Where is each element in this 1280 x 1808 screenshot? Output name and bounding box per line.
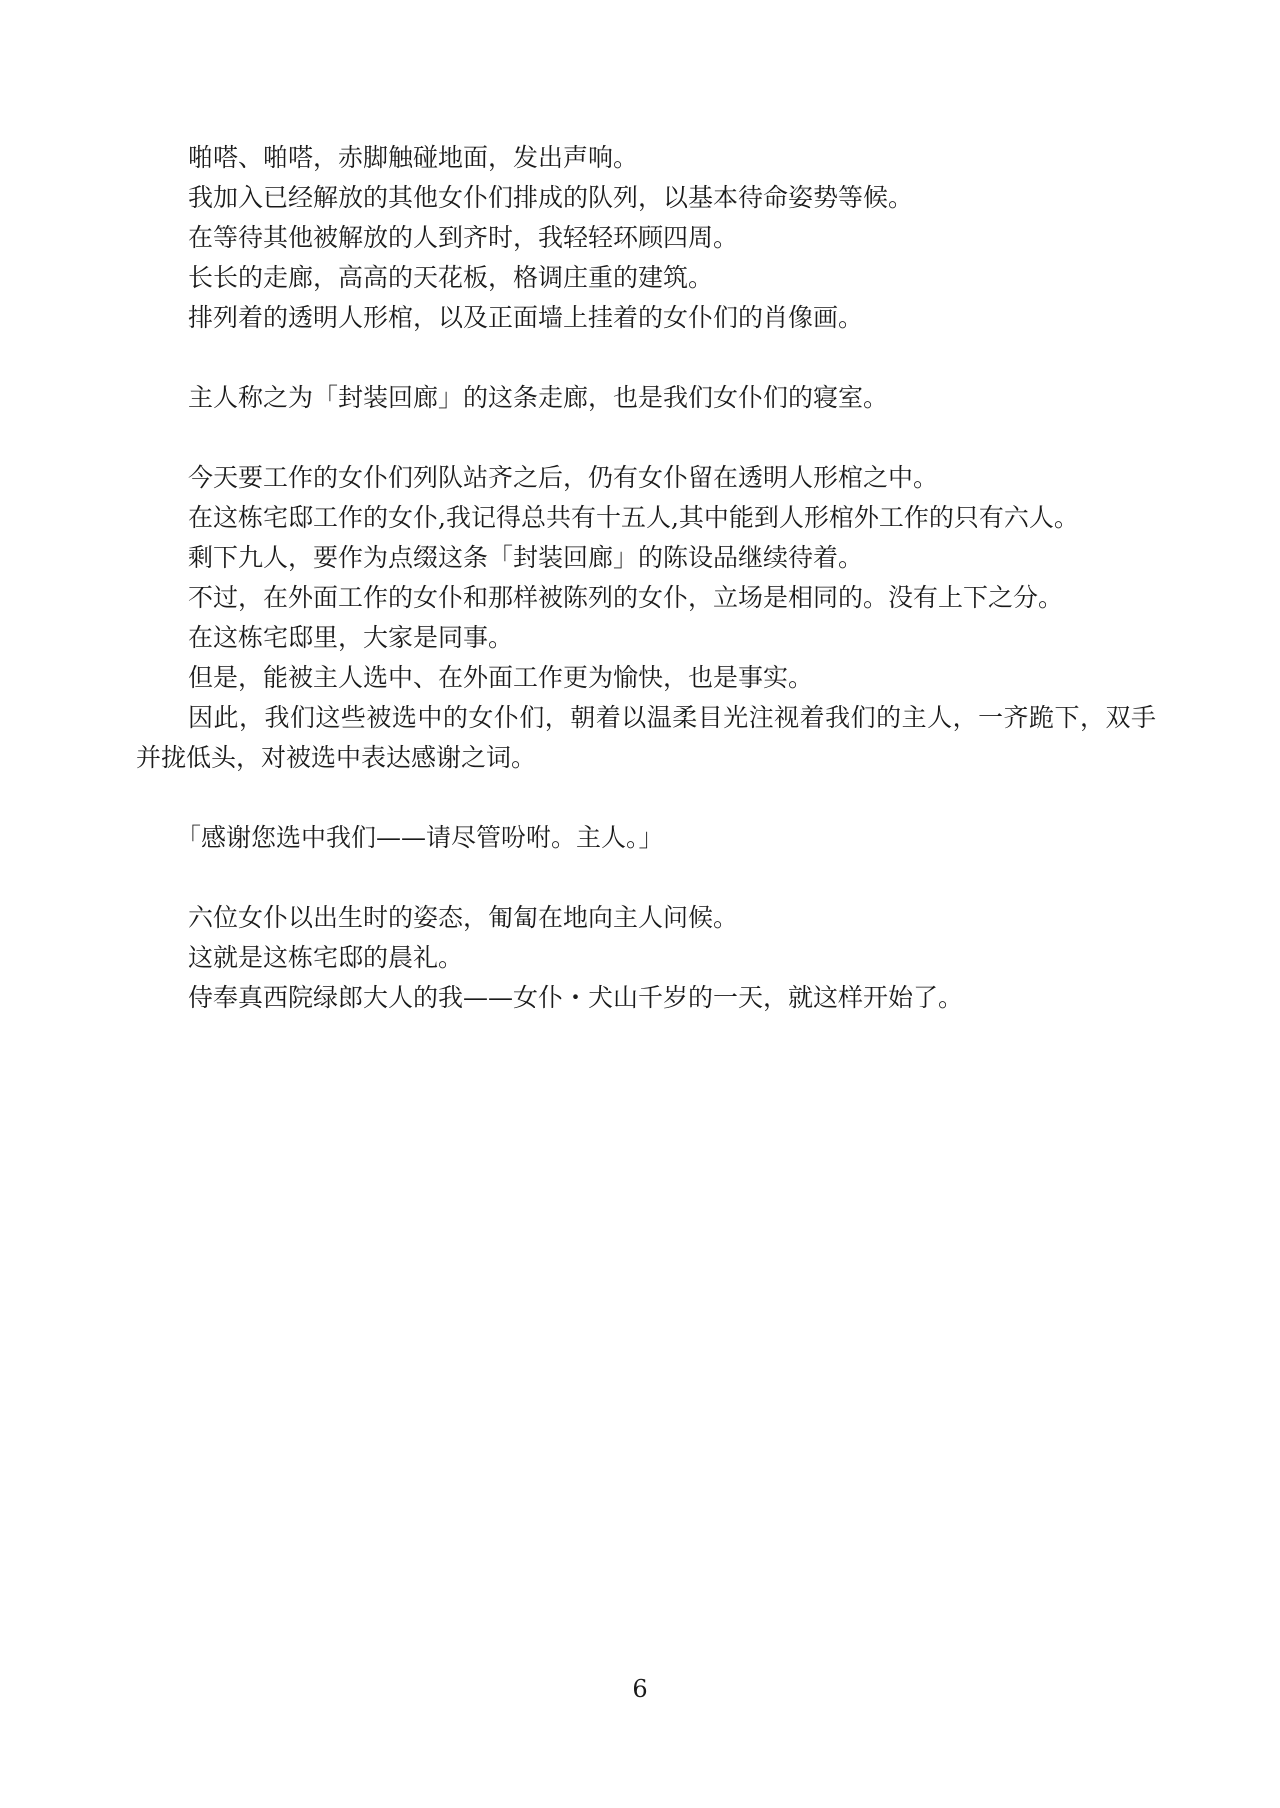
paragraph: 在这栋宅邸工作的女仆,我记得总共有十五人,其中能到人形棺外工作的只有六人。 — [188, 503, 1079, 532]
paragraph: 排列着的透明人形棺，以及正面墙上挂着的女仆们的肖像画。 — [188, 303, 864, 332]
paragraph: 在等待其他被解放的人到齐时，我轻轻环顾四周。 — [188, 223, 739, 252]
dialogue-line: 「感谢您选中我们——请尽管吩咐。主人。」 — [176, 823, 664, 852]
paragraph: 但是，能被主人选中、在外面工作更为愉快，也是事实。 — [188, 663, 814, 692]
paragraph: 侍奉真西院绿郎大人的我——女仆・犬山千岁的一天，就这样开始了。 — [188, 983, 964, 1012]
paragraph: 在这栋宅邸里，大家是同事。 — [188, 623, 514, 652]
paragraph: 啪嗒、啪嗒，赤脚触碰地面，发出声响。 — [188, 143, 639, 172]
paragraph-gap — [136, 338, 1156, 378]
paragraph: 这就是这栋宅邸的晨礼。 — [188, 943, 464, 972]
paragraph-gap — [136, 778, 1156, 818]
page-number: 6 — [632, 1675, 648, 1703]
paragraph: 今天要工作的女仆们列队站齐之后，仍有女仆留在透明人形棺之中。 — [188, 463, 939, 492]
paragraph-gap — [136, 418, 1156, 458]
paragraph-gap — [136, 858, 1156, 898]
paragraph: 主人称之为「封装回廊」的这条走廊，也是我们女仆们的寝室。 — [188, 383, 889, 412]
paragraph: 六位女仆以出生时的姿态，匍匐在地向主人问候。 — [188, 903, 739, 932]
paragraph: 因此，我们这些被选中的女仆们，朝着以温柔目光注视着我们的主人，一齐跪下，双手并拢低头，对被选中表达感谢之词。 — [136, 703, 1156, 772]
body-text — [136, 138, 1156, 1018]
paragraph: 剩下九人，要作为点缀这条「封装回廊」的陈设品继续待着。 — [188, 543, 864, 572]
paragraph: 我加入已经解放的其他女仆们排成的队列，以基本待命姿势等候。 — [188, 183, 914, 212]
paragraph: 长长的走廊，高高的天花板，格调庄重的建筑。 — [188, 263, 714, 292]
paragraph: 不过，在外面工作的女仆和那样被陈列的女仆，立场是相同的。没有上下之分。 — [188, 583, 1064, 612]
